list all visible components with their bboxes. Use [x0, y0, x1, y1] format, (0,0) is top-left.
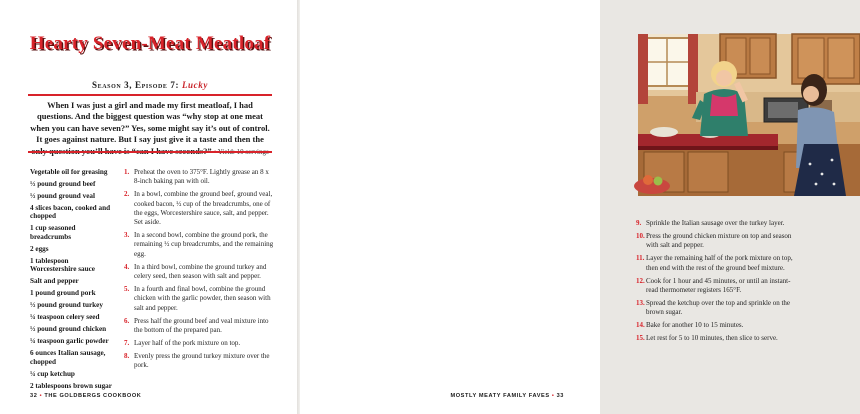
step-number: 1.	[124, 168, 130, 176]
page-number-left: 32	[30, 393, 38, 399]
ingredient-item: 6 ounces Italian sausage, chopped	[30, 349, 106, 366]
ingredient-item: 1 pound ground pork	[30, 289, 96, 298]
right-page	[300, 0, 793, 414]
intro-top-rule	[28, 94, 272, 96]
step-item	[636, 321, 802, 330]
step-text: In a bowl, combine the ground beef, ground veal, cooked bacon, ½ cup of the breadcrumbs, one of the eggs, Worcestershire sauce, salt, and pepper. Set aside.	[134, 190, 273, 227]
step-item	[124, 190, 274, 227]
step-text: Press the ground chicken mixture on top and season with salt and pepper.	[646, 231, 792, 250]
step-text: Spread the ketchup over the top and sprinkle on the brown sugar.	[646, 298, 791, 317]
step-item	[636, 299, 802, 318]
ingredient-item: ½ pound ground turkey	[30, 301, 103, 310]
step-number: 12.	[636, 276, 645, 285]
ingredient-item: ½ pound ground beef	[30, 180, 96, 188]
ingredient-item: 4 slices bacon, cooked and chopped	[30, 204, 111, 221]
ingredient-item: Salt and pepper	[30, 277, 79, 286]
episode-title: Lucky	[181, 80, 208, 90]
ingredient-item: 1 tablespoon Worcestershire sauce	[30, 256, 96, 274]
step-number: 11.	[636, 254, 645, 263]
step-number: 7.	[124, 338, 130, 347]
step-text: Evenly press the ground turkey mixture over the pork.	[134, 351, 270, 370]
ingredient-item: ¼ teaspoon celery seed	[30, 313, 100, 322]
episode-prefix: Season 3, Episode 7:	[92, 80, 180, 90]
step-item	[636, 277, 802, 296]
ingredient-item: 2 tablespoons brown sugar	[30, 381, 112, 390]
intro-text: When I was just a girl and made my first meatloaf, I had questions. And the biggest question was “why stop at one meat when you can have seven?” Yes, some might say it’s out of control. It goes against nature. But I say just give it a taste and then the	[30, 100, 270, 145]
step-text: Press half the ground beef and veal mixture into the bottom of the prepared pan.	[134, 316, 269, 334]
step-item	[636, 232, 802, 251]
ingredient-item: ¼ teaspoon garlic powder	[30, 337, 109, 346]
step-number: 4.	[124, 262, 130, 271]
step-number: 9.	[636, 219, 642, 227]
step-item	[636, 334, 802, 343]
step-text: In a third bowl, combine the ground turkey and celery seed, then season with salt and pepper.	[134, 262, 267, 281]
step-item	[124, 317, 274, 336]
step-item	[124, 263, 274, 282]
step-text: In a second bowl, combine the ground pork, the remaining ½ cup breadcrumbs, and the remaining egg.	[134, 231, 274, 258]
step-number: 3.	[124, 231, 130, 240]
ingredient-item: ½ pound ground chicken	[30, 325, 107, 334]
step-item	[636, 254, 802, 273]
step-number: 15.	[636, 334, 645, 343]
step-item	[124, 339, 274, 348]
ingredients-list	[30, 168, 116, 394]
intro-paragraph	[30, 100, 270, 158]
intro-bottom-rule	[28, 151, 272, 153]
step-number: 6.	[124, 316, 130, 325]
step-number: 10.	[636, 231, 645, 240]
step-item	[636, 219, 802, 228]
step-number: 13.	[636, 298, 645, 307]
step-text: Layer the remaining half of the pork mixture on top, then end with the rest of the ground beef mixture.	[646, 254, 793, 272]
ingredient-item: 2 eggs	[30, 244, 49, 253]
ingredient-item: ½ pound ground veal	[30, 192, 95, 200]
left-footer	[30, 393, 141, 399]
step-number: 14.	[636, 321, 645, 330]
step-item	[124, 352, 274, 371]
episode-line	[28, 80, 272, 90]
right-footer	[450, 393, 564, 399]
step-number: 2.	[124, 190, 130, 199]
steps-list-left	[124, 168, 274, 374]
ingredient-item: ¼ cup ketchup	[30, 369, 75, 378]
steps-list-right	[636, 219, 802, 347]
ingredient-item: 1 cup seasoned breadcrumbs	[30, 224, 76, 241]
step-item	[124, 168, 274, 187]
chapter-title: MOSTLY MEATY FAMILY FAVES	[450, 393, 550, 399]
step-text: In a fourth and final bowl, combine the ground chicken with the garlic powder, then season with salt and pepper.	[134, 285, 271, 312]
book-title: THE GOLDBERGS COOKBOOK	[44, 393, 142, 399]
step-text: Sprinkle the Italian sausage over the turkey layer.	[646, 219, 785, 227]
step-text: Layer half of the pork mixture on top.	[134, 338, 241, 347]
step-text: Preheat the oven to 375°F. Lightly grease an 8 x 8-inch baking pan with oil.	[134, 168, 269, 186]
kitchen-scene-photo	[638, 34, 860, 196]
step-number: 8.	[124, 351, 130, 360]
step-number: 5.	[124, 285, 130, 294]
step-item	[124, 231, 274, 259]
bullet-icon: •	[39, 393, 45, 399]
step-text: Let rest for 5 to 10 minutes, then slice to serve.	[646, 334, 778, 343]
step-text: Cook for 1 hour and 45 minutes, or until an instant-read thermometer registers 165°F.	[646, 276, 791, 294]
bullet-icon: •	[551, 393, 557, 399]
page-number-right: 33	[556, 393, 564, 399]
ingredient-item: Vegetable oil for greasing	[30, 168, 108, 176]
step-text: Bake for another 10 to 15 minutes.	[646, 321, 744, 330]
left-page	[0, 0, 298, 414]
step-item	[124, 285, 274, 313]
recipe-title: Hearty Seven-Meat Meatloaf	[29, 33, 271, 54]
